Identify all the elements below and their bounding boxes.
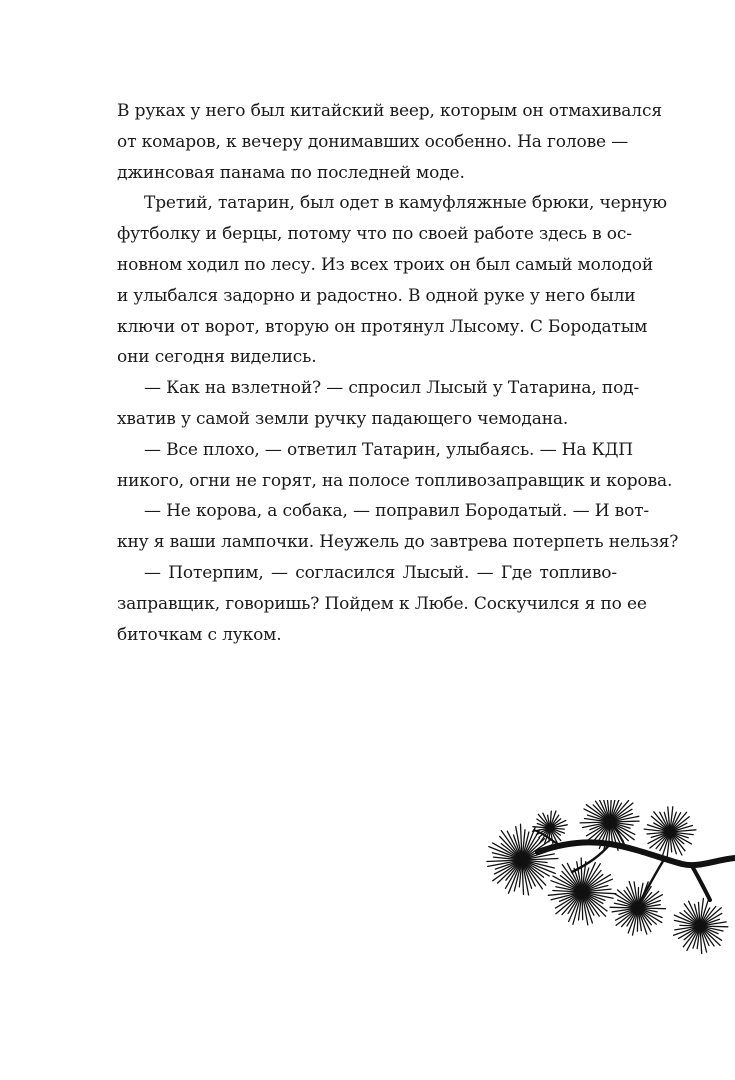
text-line: Третий, татарин, был одет в камуфляжные брюки, черную [144, 193, 667, 214]
text-line: — Не корова, а собака, — поправил Бородатый. — И вот- [144, 501, 649, 522]
text-line: футболку и берцы, потому что по своей работе здесь в ос- [117, 224, 632, 245]
text-line: хватив у самой земли ручку падающего чемодана. [117, 408, 569, 429]
text-line: — Потерпим, — согласился Лысый. — Где топливо- [144, 562, 617, 583]
pine-branch-icon [460, 800, 735, 965]
text-line: биточкам с луком. [117, 624, 282, 645]
text-line: — Все плохо, — ответил Татарин, улыбаясь. — На КДП [144, 439, 633, 460]
text-line: ключи от ворот, вторую он протянул Лысому. С Бородатым [117, 316, 648, 337]
text-line: В руках у него был китайский веер, которым он отмахивался [117, 101, 662, 121]
text-line: они сегодня виделись. [117, 347, 317, 368]
body-text [117, 96, 679, 650]
text-line: заправщик, говоришь? Пойдем к Любе. Соскучился я по ее [117, 593, 647, 614]
text-line: никого, огни не горят, на полосе топливозаправщик и корова. [117, 470, 673, 491]
text-line: новном ходил по лесу. Из всех троих он был самый молодой [117, 254, 654, 275]
text-line: — Как на взлетной? — спросил Лысый у Татарина, под- [144, 378, 640, 399]
text-line: и улыбался задорно и радостно. В одной руке у него были [117, 285, 636, 306]
text-line: от комаров, к вечеру донимавших особенно. На голове — [117, 131, 629, 152]
text-line: кну я ваши лампочки. Неужель до завтрева потерпеть нельзя? [117, 532, 679, 553]
text-line: джинсовая панама по последней моде. [117, 162, 465, 183]
